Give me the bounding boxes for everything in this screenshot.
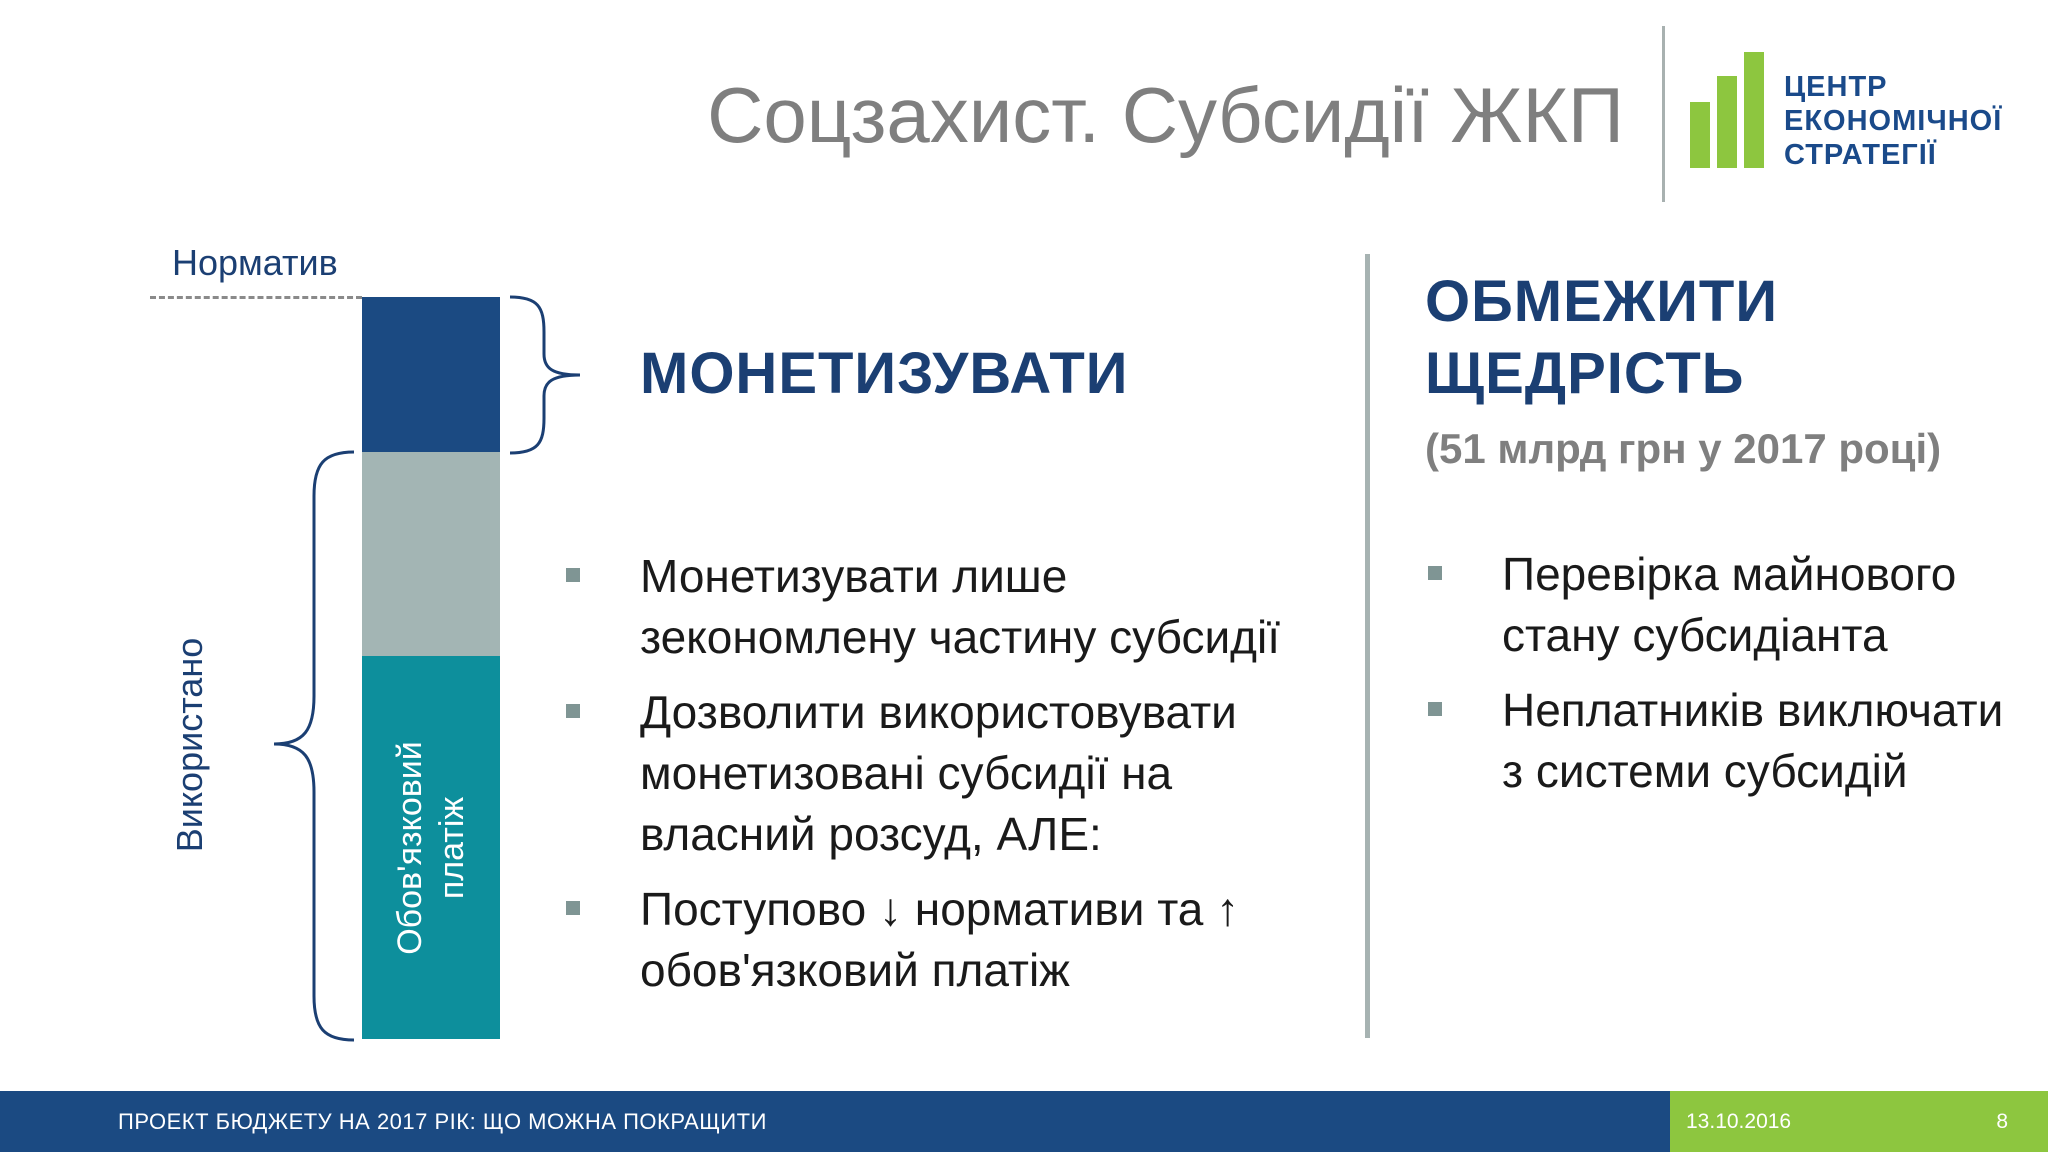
limit-bullet-list: [1426, 544, 2026, 816]
list-item: [1426, 680, 2026, 802]
page-number: 8: [1996, 1110, 2008, 1133]
list-item: [1426, 544, 2026, 666]
header-divider: [1662, 26, 1665, 202]
used-label-container: [150, 620, 230, 870]
limit-subheading: (51 млрд грн у 2017 році): [1425, 425, 1942, 472]
limit-heading-line-2: ЩЕДРІСТЬ: [1425, 341, 1745, 406]
column-divider: [1365, 254, 1370, 1038]
bar-segment-bottom-line-1: Обов'язковий: [391, 740, 430, 955]
bullet-square-icon: [566, 704, 580, 718]
normative-dashed-line: [150, 296, 362, 299]
bullet-text: Монетизувати лише зекономлену частину субсидії: [640, 550, 1280, 663]
footer-text: ПРОЕКТ БЮДЖЕТУ НА 2017 РІК: ЩО МОЖНА ПОКРАЩИТИ: [118, 1109, 767, 1134]
slide-title: Соцзахист. Субсидії ЖКП: [707, 71, 1624, 159]
left-brace-icon: [262, 448, 362, 1044]
footer-date: 13.10.2016: [1686, 1110, 1792, 1133]
list-item: [564, 546, 1344, 668]
bullet-text: Неплатників виключати з системи субсидій: [1502, 684, 2004, 797]
used-label: Використано: [169, 637, 210, 853]
list-item: [564, 879, 1344, 1001]
list-item: [564, 682, 1344, 865]
logo-bar-2: [1717, 76, 1737, 168]
logo-text: [1784, 70, 2002, 172]
monetize-bullet-list: [564, 546, 1344, 1015]
bar-segment-bottom-label: [362, 656, 500, 1039]
bar-segment-top: [362, 297, 500, 452]
limit-heading-line-1: ОБМЕЖИТИ: [1425, 269, 1779, 334]
logo-line-3: СТРАТЕГІЇ: [1784, 139, 1937, 171]
logo-bar-3: [1744, 52, 1764, 168]
monetize-heading: МОНЕТИЗУВАТИ: [640, 341, 1129, 406]
bullet-text: Дозволити використовувати монетизовані субсидії на власний розсуд, АЛЕ:: [640, 686, 1237, 860]
limit-heading: [1425, 266, 1778, 410]
bar-chart-logo-icon: [1690, 52, 1790, 168]
bar-segment-middle: [362, 452, 500, 656]
logo-line-2: ЕКОНОМІЧНОЇ: [1784, 105, 2003, 137]
normative-label: Норматив: [172, 242, 338, 283]
bullet-text: Поступово ↓ нормативи та ↑ обов'язковий платіж: [640, 883, 1240, 996]
bullet-square-icon: [566, 901, 580, 915]
bar-segment-bottom-line-2: платіж: [433, 796, 472, 899]
logo-bar-1: [1690, 102, 1710, 168]
bullet-square-icon: [1428, 566, 1442, 580]
bullet-square-icon: [566, 568, 580, 582]
bullet-square-icon: [1428, 702, 1442, 716]
bullet-text: Перевірка майнового стану субсидіанта: [1502, 548, 1957, 661]
logo-line-1: ЦЕНТР: [1784, 71, 1888, 103]
top-brace-icon: [500, 292, 590, 458]
